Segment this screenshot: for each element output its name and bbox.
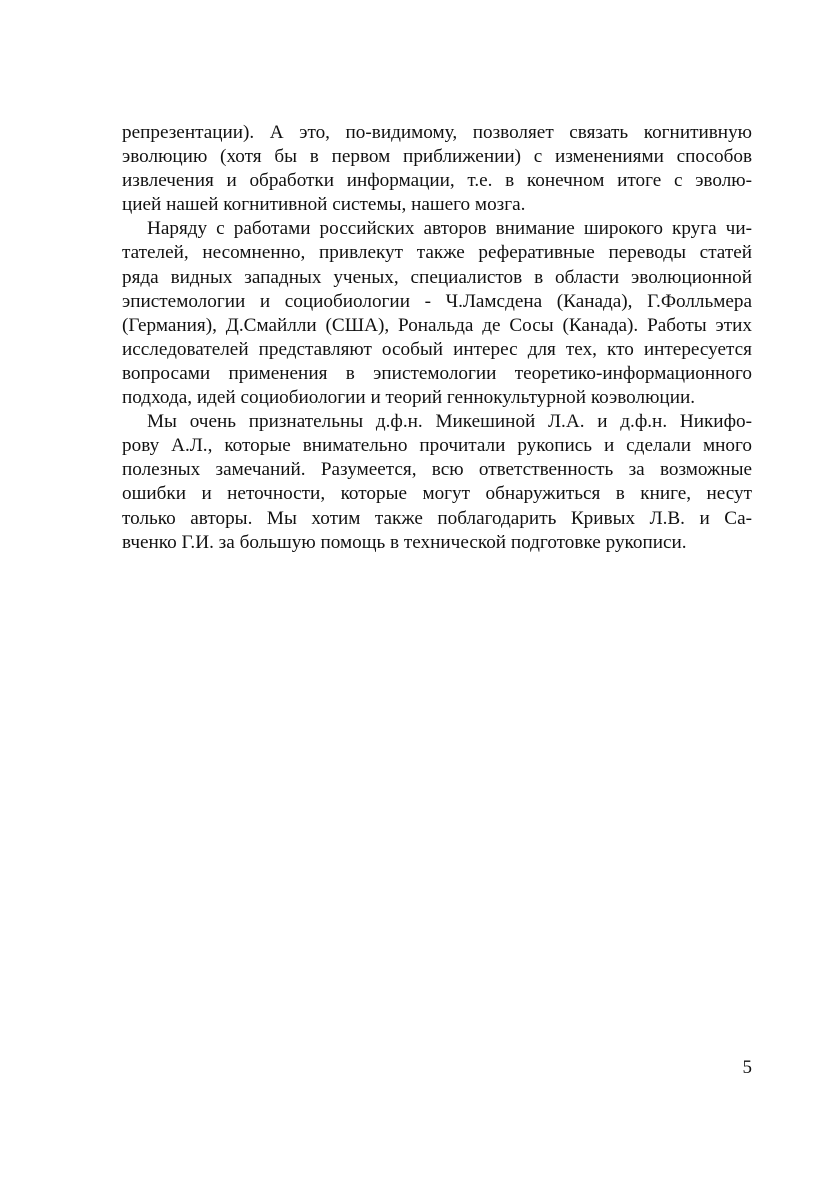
text-line: цией нашей когнитивной системы, нашего мозга. [122, 194, 526, 216]
text-line: Наряду с работами российских авторов внимание широкого круга чи- [147, 218, 752, 240]
text-line: эпистемологии и социобиологии - Ч.Ламсдена (Канада), Г.Фолльмера [122, 290, 752, 312]
paragraph-1 [122, 121, 752, 217]
text-line: подхода, идей социобиологии и теорий геннокультурной коэволюции. [122, 387, 696, 409]
text-line: ряда видных западных ученых, специалистов в области эволюционной [122, 266, 752, 288]
text-line: полезных замечаний. Разумеется, всю ответственность за возможные [122, 459, 752, 481]
paragraph-3 [122, 410, 752, 555]
text-line: рову А.Л., которые внимательно прочитали рукопись и сделали много [122, 435, 752, 457]
text-line: вченко Г.И. за большую помощь в технической подготовке рукописи. [122, 531, 687, 553]
text-line: только авторы. Мы хотим также поблагодарить Кривых Л.В. и Са- [122, 507, 752, 529]
text-line: (Германия), Д.Смайлли (США), Рональда де Сосы (Канада). Работы этих [122, 314, 752, 336]
text-line: репрезентации). А это, по-видимому, позволяет связать когнитивную [122, 122, 752, 143]
text-line: тателей, несомненно, привлекут также реферативные переводы статей [122, 242, 752, 264]
text-line: исследователей представляют особый интерес для тех, кто интересуется [122, 338, 752, 360]
text-line: Мы очень признательны д.ф.н. Микешиной Л.А. и д.ф.н. Никифо- [147, 411, 752, 433]
body-text [122, 121, 752, 555]
text-line: ошибки и неточности, которые могут обнаружиться в книге, несут [122, 483, 752, 505]
paragraph-2 [122, 217, 752, 410]
text-line: извлечения и обработки информации, т.е. в конечном итоге с эволю- [122, 170, 752, 192]
text-line: эволюцию (хотя бы в первом приближении) с изменениями способов [122, 146, 752, 168]
text-line: вопросами применения в эпистемологии теоретико-информационного [122, 362, 752, 384]
page-number: 5 [742, 1057, 752, 1078]
